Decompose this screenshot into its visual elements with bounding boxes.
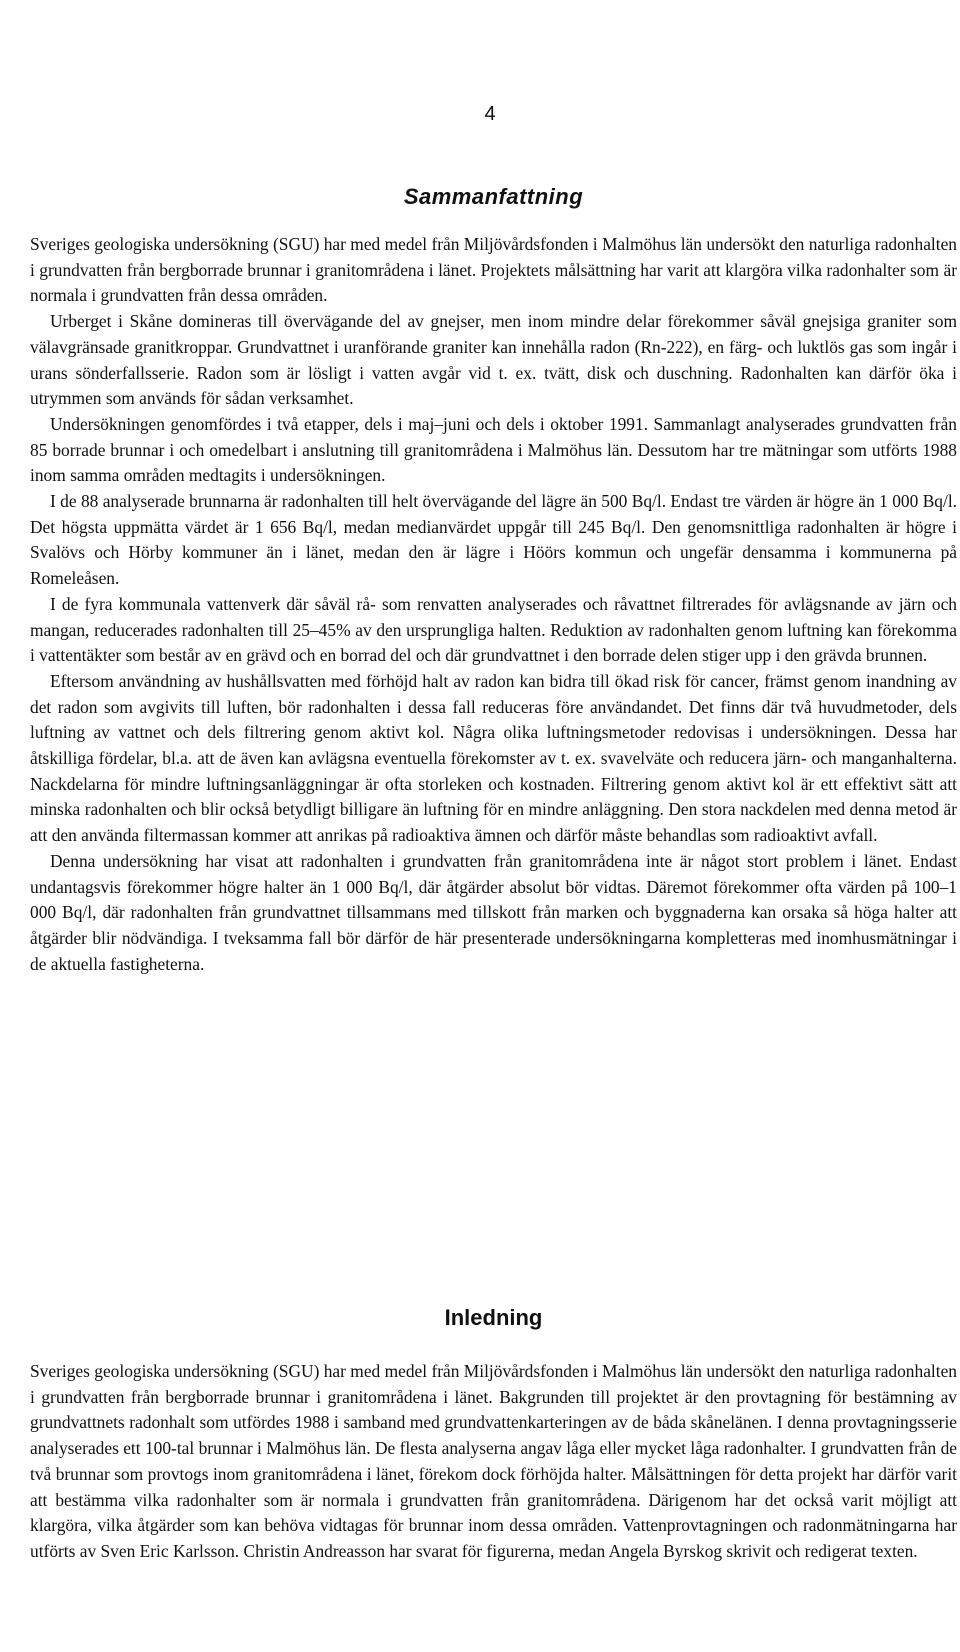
- summary-paragraph-1: Sveriges geologiska undersökning (SGU) har med medel från Miljövårdsfonden i Malmöhus län undersökt den naturliga radonhalten i grundvatten från bergborrade brunnar i granitområdena i länet. Projektets målsättning har varit att klargöra vilka radonhalter som är normala i grundvatten från dessa områden.: [30, 234, 957, 306]
- intro-title: Inledning: [444, 1305, 543, 1330]
- summary-paragraph-3: Undersökningen genomfördes i två etapper, dels i maj–juni och dels i oktober 1991. Sammanlagt analyserades grundvatten från 85 borrade brunnar i och omedelbart i anslutning till granitområdena i Malmöhus län. Dessutom har tre mätningar som utförts 1988 inom samma områden medtagits i undersökningen.: [30, 413, 957, 486]
- summary-paragraph-5: I de fyra kommunala vattenverk där såväl rå- som renvatten analyserades och råvattnet filtrerades för avlägsnande av järn och mangan, reducerades radonhalten till 25–45% av den ursprungliga halten. Reduktion av radonhalten genom luftning kan förekomma i vattentäkter som består av en grävd och en borrad del och där grundvattnet i den borrade delen stiger upp i den grävda brunnen.: [30, 593, 957, 666]
- page-number: 4: [484, 103, 496, 125]
- intro-paragraph-1: Sveriges geologiska undersökning (SGU) har med medel från Miljövårdsfonden i Malmöhus län undersökt den naturliga radonhalten i grundvatten från bergborrade brunnar i granitområdena i länet. Bakgrunden till projektet är den provtagning för bestämning av grundvattnets radonhalt som utfördes 1988 i samband med grundvattenkarteringen av de båda skånelänen. I denna provtagningsserie analyserades ett 100-tal brunnar i Malmöhus län. De flesta analyserna angav låga eller mycket låga radonhalter. I grundvatten från de två brunnar som provtogs inom granitområdena i länet, förekom dock förhöjda halter. Målsättningen för detta projekt har därför varit att bestämma vilka radonhalter som är normala i grundvatten från granitområdena. Därigenom har det också varit möjligt att klargöra, vilka åtgärder som kan behöva vidtagas för brunnar inom dessa områden. Vattenprovtagningen och radonmätningarna har utförts av Sven Eric Karlsson. Christin Andreasson har svarat för figurerna, medan Angela Byrskog skrivit och redigerat texten.: [30, 1361, 957, 1561]
- intro-section: [30, 1359, 957, 1565]
- summary-paragraph-7: Denna undersökning har visat att radonhalten i grundvatten från granitområdena inte är något stort problem i länet. Endast undantagsvis förekommer högre halter än 1 000 Bq/l, där åtgärder absolut bör vidtas. Däremot förekommer ofta värden på 100–1 000 Bq/l, där radonhalten från grundvattnet tillsammans med tillskott från marken och byggnaderna kan orsaka så höga halter att åtgärder blir nödvändiga. I tveksamma fall bör därför de här presenterade undersökningarna kompletteras med inomhusmätningar i de aktuella fastigheterna.: [30, 850, 957, 974]
- summary-paragraph-2: Urberget i Skåne domineras till övervägande del av gnejser, men inom mindre delar förekommer såväl gnejsiga graniter som välavgränsade granitkroppar. Grundvattnet i uranförande graniter kan innehålla radon (Rn-222), en färg- och luktlös gas som ingår i urans sönderfallsserie. Radon som är lösligt i vatten avgår vid t. ex. tvätt, disk och duschning. Radonhalten kan därför öka i utrymmen som används för sådan verksamhet.: [30, 311, 957, 409]
- summary-paragraph-6: Eftersom användning av hushållsvatten med förhöjd halt av radon kan bidra till ökad risk för cancer, främst genom inandning av det radon som avgivits till luften, bör radonhalten i dessa fall reduceras före användandet. Det finns där två huvudmetoder, dels luftning av vattnet och dels filtrering genom aktivt kol. Några olika luftningsmetoder redovisas i undersökningen. Dessa har åtskilliga fördelar, bl.a. att de även kan avlägsna eventuella förekomster av t. ex. svavelväte och reducera järn- och manganhalterna. Nackdelarna för mindre luftningsanläggningar är ofta storleken och kostnaden. Filtrering genom aktivt kol är ett effektivt sätt att minska radonhalten och blir också betydligt billigare än luftning för en mindre anläggning. Den stora nackdelen med denna metod är att den använda filtermassan kommer att anrikas på radioaktiva ämnen och därför måste behandlas som radioaktivt avfall.: [30, 670, 957, 846]
- document-page: [30, 0, 957, 1652]
- summary-title: Sammanfattning: [403, 184, 584, 209]
- summary-paragraph-4: I de 88 analyserade brunnarna är radonhalten till helt övervägande del lägre än 500 Bq/l. Endast tre värden är högre än 1 000 Bq/l. Det högsta uppmätta värdet är 1 656 Bq/l, medan medianvärdet uppgår till 245 Bq/l. Den genomsnittliga radonhalten är högre i Svalövs och Hörby kommuner än i länet, medan den är lägre i Höörs kommun och ungefär densamma i kommunerna på Romeleåsen.: [30, 491, 957, 589]
- summary-section: [30, 232, 957, 977]
